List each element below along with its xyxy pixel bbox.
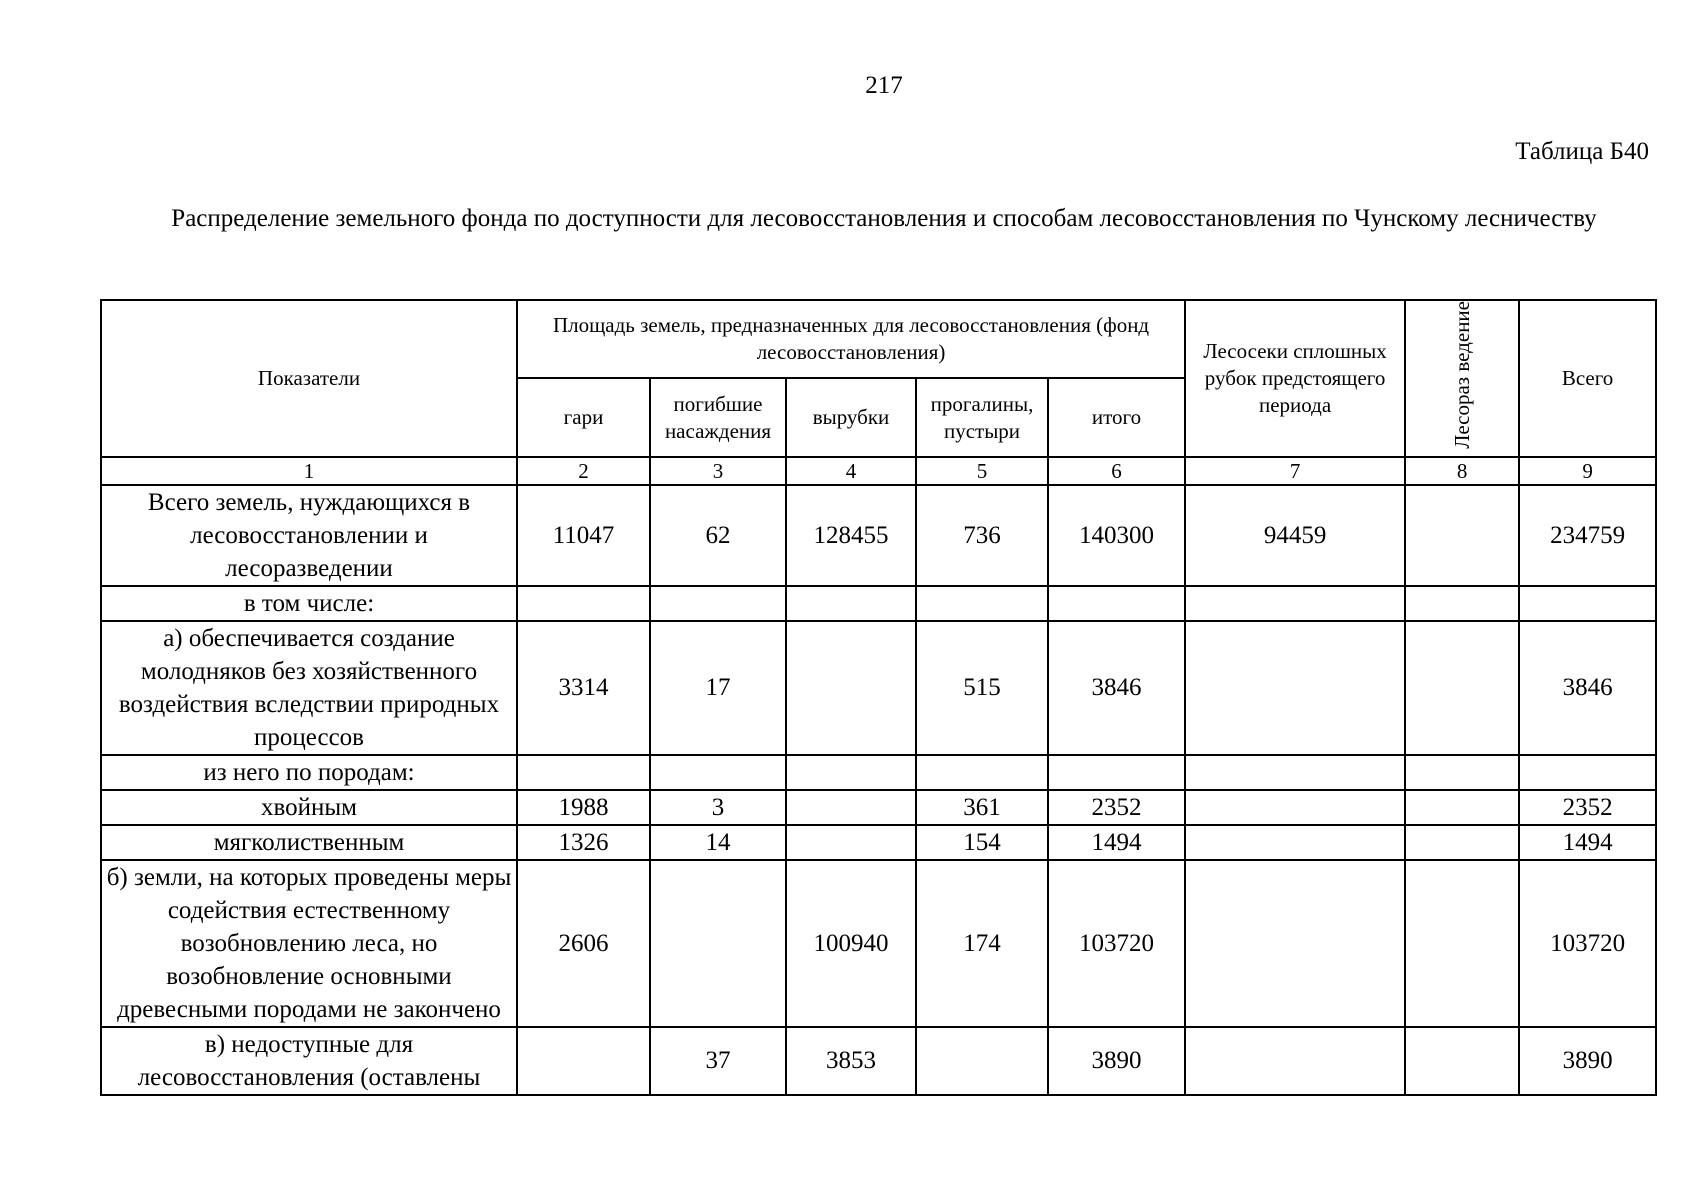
table-cell: 140300 <box>1048 485 1185 586</box>
table-cell: 1326 <box>517 825 650 860</box>
table-cell: 103720 <box>1048 860 1185 1027</box>
table-cell: 3890 <box>1048 1027 1185 1095</box>
table-title: Распределение земельного фонда по доступности для лесовосстановления и способам лесовосстановления по Чунскому лесничеству <box>171 205 1597 232</box>
table-cell: 515 <box>916 621 1048 755</box>
table-cell <box>1185 586 1405 621</box>
table-cell: 11047 <box>517 485 650 586</box>
table-cell: 361 <box>916 790 1048 825</box>
table-cell: 94459 <box>1185 485 1405 586</box>
table-row <box>101 586 1656 621</box>
row-label: мягколиственным <box>101 825 517 860</box>
table-cell <box>1048 586 1185 621</box>
table-cell <box>650 755 786 790</box>
table-row <box>101 1027 1656 1095</box>
table-cell <box>1185 621 1405 755</box>
table-cell <box>650 586 786 621</box>
page-number: 217 <box>865 72 903 99</box>
table-cell <box>1185 1027 1405 1095</box>
header-afforestation-label: Лесораз ведение <box>1450 301 1475 449</box>
table-cell: 3314 <box>517 621 650 755</box>
table-cell <box>517 586 650 621</box>
column-number: 9 <box>1519 457 1656 485</box>
table-cell <box>1405 1027 1519 1095</box>
column-number: 5 <box>916 457 1048 485</box>
table-cell: 3846 <box>1519 621 1656 755</box>
table-cell <box>916 755 1048 790</box>
table-cell: 100940 <box>786 860 916 1027</box>
table-cell: 3890 <box>1519 1027 1656 1095</box>
row-label: в) недоступные для лесовосстановления (оставлены <box>101 1027 517 1095</box>
table-cell: 2352 <box>1048 790 1185 825</box>
land-fund-table <box>100 299 1657 1096</box>
table-cell: 2606 <box>517 860 650 1027</box>
column-number: 2 <box>517 457 650 485</box>
row-label: б) земли, на которых проведены меры содействия естественному возобновлению леса, но возобновление основными древесными породами не закончено <box>101 860 517 1027</box>
header-burns: гари <box>517 378 650 456</box>
row-label: Всего земель, нуждающихся в лесовосстановлении и лесоразведении <box>101 485 517 586</box>
table-cell: 3 <box>650 790 786 825</box>
table-cell <box>1185 755 1405 790</box>
column-number-row <box>101 457 1656 485</box>
table-row <box>101 755 1656 790</box>
table-cell: 1494 <box>1519 825 1656 860</box>
column-number: 8 <box>1405 457 1519 485</box>
table-cell <box>1185 860 1405 1027</box>
table-row <box>101 485 1656 586</box>
header-cutting-areas: Лесосеки сплошных рубок предстоящего периода <box>1185 300 1405 457</box>
table-cell <box>517 755 650 790</box>
table-cell: 14 <box>650 825 786 860</box>
table-cell <box>1405 621 1519 755</box>
table-cell <box>1405 825 1519 860</box>
table-cell <box>1405 860 1519 1027</box>
table-cell <box>1519 586 1656 621</box>
table-cell: 128455 <box>786 485 916 586</box>
table-cell: 3853 <box>786 1027 916 1095</box>
table-cell: 736 <box>916 485 1048 586</box>
table-cell <box>1048 755 1185 790</box>
table-cell <box>786 825 916 860</box>
table-cell: 17 <box>650 621 786 755</box>
column-number: 3 <box>650 457 786 485</box>
table-cell: 103720 <box>1519 860 1656 1027</box>
table-cell <box>517 1027 650 1095</box>
table-cell <box>1185 825 1405 860</box>
table-cell <box>1519 755 1656 790</box>
table-cell <box>650 860 786 1027</box>
table-cell <box>1405 790 1519 825</box>
column-number: 4 <box>786 457 916 485</box>
header-area-group: Площадь земель, предназначенных для лесовосстановления (фонд лесовосстановления) <box>517 300 1185 378</box>
table-cell <box>1405 586 1519 621</box>
table-cell <box>1405 485 1519 586</box>
header-afforestation <box>1405 300 1519 457</box>
table-row <box>101 860 1656 1027</box>
table-cell: 62 <box>650 485 786 586</box>
row-label: а) обеспечивается создание молодняков без хозяйственного воздействия вследствии природных процессов <box>101 621 517 755</box>
table-cell <box>1185 790 1405 825</box>
header-glades: прогалины, пустыри <box>916 378 1048 456</box>
row-label: в том числе: <box>101 586 517 621</box>
table-row <box>101 825 1656 860</box>
table-cell: 3846 <box>1048 621 1185 755</box>
table-cell <box>786 621 916 755</box>
header-subtotal: итого <box>1048 378 1185 456</box>
row-label: из него по породам: <box>101 755 517 790</box>
row-label: хвойным <box>101 790 517 825</box>
table-cell: 1988 <box>517 790 650 825</box>
header-indicators: Показатели <box>101 300 517 457</box>
table-cell: 174 <box>916 860 1048 1027</box>
table-label: Таблица Б40 <box>1515 138 1649 165</box>
table-cell: 37 <box>650 1027 786 1095</box>
table-cell <box>916 586 1048 621</box>
table-cell: 234759 <box>1519 485 1656 586</box>
column-number: 6 <box>1048 457 1185 485</box>
table-cell: 1494 <box>1048 825 1185 860</box>
table-cell <box>786 790 916 825</box>
table-cell <box>1405 755 1519 790</box>
table-cell <box>786 586 916 621</box>
table-row <box>101 621 1656 755</box>
header-dead-stands: погибшие насаждения <box>650 378 786 456</box>
table-cell: 2352 <box>1519 790 1656 825</box>
column-number: 7 <box>1185 457 1405 485</box>
header-total: Всего <box>1519 300 1656 457</box>
table-row <box>101 790 1656 825</box>
table-cell: 154 <box>916 825 1048 860</box>
table-cell <box>916 1027 1048 1095</box>
table-cell <box>786 755 916 790</box>
column-number: 1 <box>101 457 517 485</box>
header-clearcuts: вырубки <box>786 378 916 456</box>
